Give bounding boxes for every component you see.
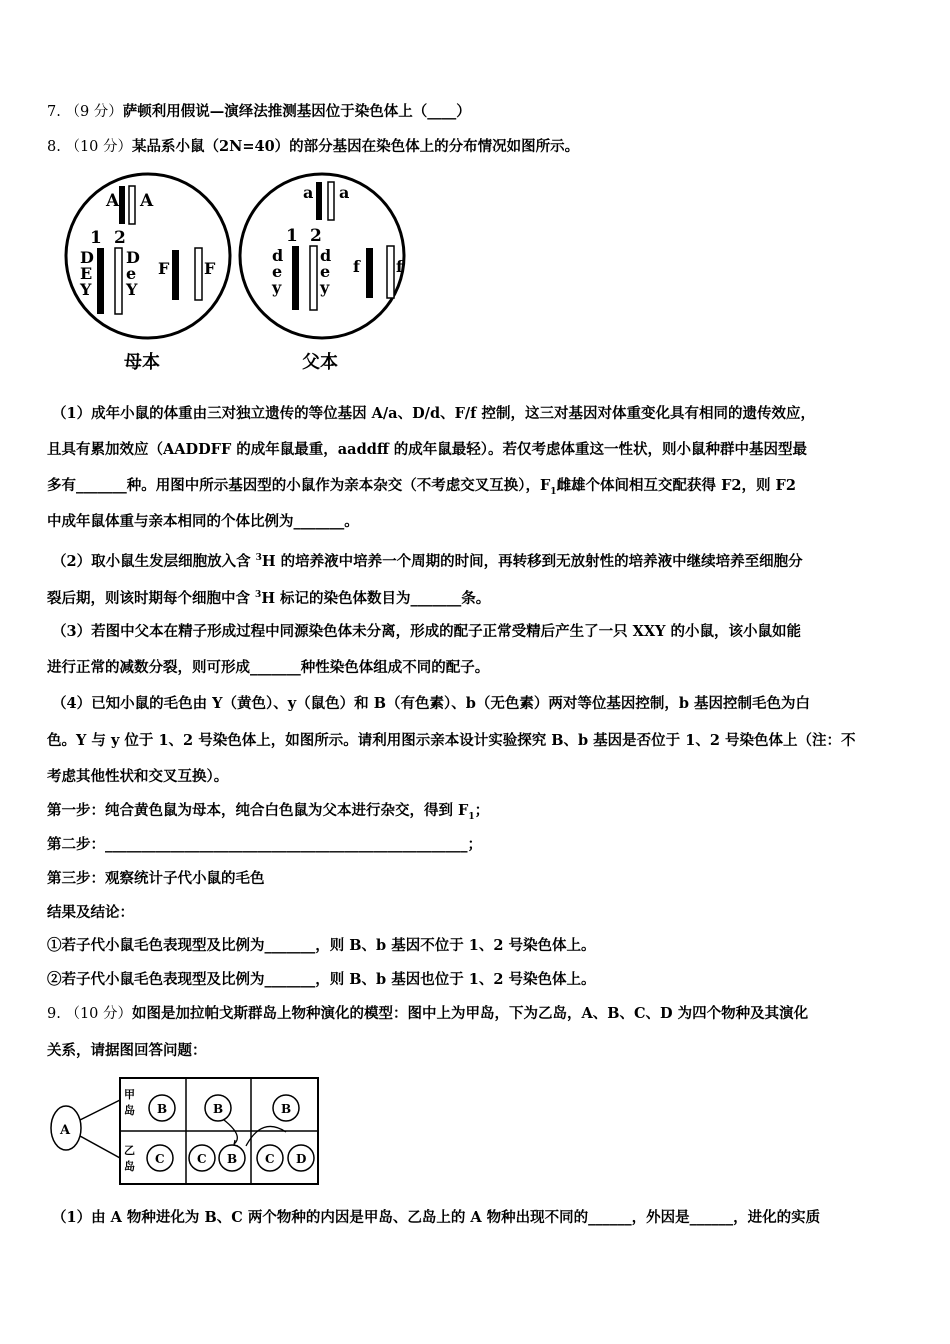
mother-c2-allele-Y: Y [126, 280, 138, 299]
step2-line: 第二步：__________________________________________________； [47, 836, 482, 853]
mother-c1-allele-Y: Y [80, 280, 92, 299]
p2-sup-2: 3 [255, 590, 262, 600]
island-bottom-label-2: 岛 [124, 1160, 135, 1173]
q7-number: 7. [47, 104, 61, 120]
q9-score: （10 分） [65, 1006, 133, 1022]
father-chrom-f-right [387, 246, 394, 298]
father-c1-allele-e: e [272, 262, 283, 281]
father-c2-allele-d: d [320, 246, 332, 265]
q9-number: 9. [47, 1006, 61, 1022]
species-C-label-3: C [265, 1152, 275, 1166]
arrow-A-to-top [80, 1100, 120, 1120]
species-C-label-1: C [155, 1152, 165, 1166]
p1-line-4: 中成年鼠体重与亲本相同的个体比例为_______。 [47, 513, 359, 530]
mother-chrom-2 [115, 248, 122, 314]
species-D-label: D [296, 1152, 307, 1166]
q8-line [47, 137, 579, 157]
father-c1-allele-y: y [272, 278, 282, 297]
father-chrom-number-1: 1 [286, 226, 298, 246]
step1-line [47, 801, 489, 827]
p1-line-3b: 雌雄个体间相互交配获得 F2，则 F2 [556, 477, 796, 494]
q9-part1-line: （1）由 A 物种进化为 B、C 两个物种的内因是甲岛、乙岛上的 A 物种出现不同的______，外因是______，进化的实质 [52, 1209, 821, 1226]
p1-line-3 [47, 476, 796, 502]
species-C-label-2: C [197, 1152, 207, 1166]
chromosome-figure [48, 168, 428, 380]
p2-line-2 [47, 585, 490, 609]
father-chrom-1 [292, 246, 299, 310]
step1-text: 第一步：纯合黄色鼠为母本，纯合白色鼠为父本进行杂交，得到 F [47, 802, 469, 819]
mother-allele-A-right: A [140, 191, 154, 211]
father-allele-f-left: f [353, 257, 360, 276]
q9-line-2: 关系，请据图回答问题： [47, 1042, 207, 1059]
mother-c2-allele-D: D [126, 248, 140, 267]
mother-label: 母本 [124, 352, 160, 373]
father-c1-allele-d: d [272, 246, 284, 265]
species-B-label-2: B [213, 1102, 224, 1116]
q8-text: 某品系小鼠（2N=40）的部分基因在染色体上的分布情况如图所示。 [132, 138, 580, 155]
p3-line-2: 进行正常的减数分裂，则可形成_______种性染色体组成不同的配子。 [47, 659, 490, 676]
p2-sup-1: 3 [255, 553, 262, 563]
migration-arrow-2 [246, 1126, 286, 1146]
p4-line-1: （4）已知小鼠的毛色由 Y（黄色）、y（鼠色）和 B（有色素）、b（无色素）两对等位基因控制，b 基因控制毛色为白 [52, 695, 811, 712]
p1-line-1: （1）成年小鼠的体重由三对独立遗传的等位基因 A/a、D/d、F/f 控制，这三对基因对体重变化具有相同的遗传效应， [52, 405, 815, 422]
p2-line-1a: （2）取小鼠生发层细胞放入含 [52, 552, 256, 570]
result-2: ②若子代小鼠毛色表现型及比例为_______，则 B、b 基因也位于 1、2 号染色体上。 [47, 971, 596, 988]
step3-line: 第三步：观察统计子代小鼠的毛色 [47, 870, 265, 887]
mother-c2-allele-e: e [126, 264, 137, 283]
step1-end: ； [474, 802, 490, 819]
father-chrom-2 [310, 246, 317, 310]
species-B-label-3: B [281, 1102, 292, 1116]
q8-number: 8. [47, 139, 61, 155]
p1-line-2: 且具有累加效应（AADDFF 的成年鼠最重，aaddff 的成年鼠最轻）。若仅考虑体重这一性状，则小鼠种群中基因型最 [47, 441, 808, 458]
mother-chrom-a-right [129, 186, 135, 224]
species-B-label-4: B [227, 1152, 238, 1166]
step1-subscript: 1 [468, 811, 475, 822]
p2-line-1b: H 的培养液中培养一个周期的时间，再转移到无放射性的培养液中继续培养至细胞分 [261, 552, 803, 570]
father-chrom-number-2: 2 [310, 226, 322, 246]
p4-line-2: 色。Y 与 y 位于 1、2 号染色体上，如图所示。请利用图示亲本设计实验探究 B、b 基因是否位于 1、2 号染色体上（注：不 [47, 732, 856, 749]
mother-c1-allele-E: E [80, 264, 93, 283]
father-allele-a-left: a [303, 183, 314, 202]
p4-line-3: 考虑其他性状和交叉互换）。 [47, 768, 229, 785]
species-B-label-1: B [157, 1102, 168, 1116]
mother-allele-A-left: A [106, 191, 120, 211]
mother-chrom-1 [97, 248, 104, 314]
island-bottom-label-1: 乙 [124, 1144, 135, 1157]
father-c2-allele-e: e [320, 262, 331, 281]
island-top-label-2: 岛 [124, 1104, 135, 1117]
father-allele-f-right: f [396, 257, 403, 276]
father-label: 父本 [302, 352, 338, 373]
p3-line-1: （3）若图中父本在精子形成过程中同源染色体未分离，形成的配子正常受精后产生了一只 XXY 的小鼠，该小鼠如能 [52, 623, 802, 640]
mother-chrom-f-right [195, 248, 202, 300]
q7-line [47, 102, 471, 122]
p1-line-3a: 多有_______种。用图中所示基因型的小鼠作为亲本杂交（不考虑交叉互换），F [47, 477, 551, 494]
father-chrom-f-left [366, 248, 373, 298]
result-heading: 结果及结论： [47, 904, 134, 921]
q8-score: （10 分） [65, 139, 133, 155]
father-chrom-a-left [316, 182, 322, 220]
father-chrom-a-right [328, 182, 334, 220]
mother-c1-allele-D: D [80, 248, 94, 267]
species-A-label: A [60, 1123, 71, 1138]
father-c2-allele-y: y [320, 278, 330, 297]
result-1: ①若子代小鼠毛色表现型及比例为_______，则 B、b 基因不位于 1、2 号染色体上。 [47, 937, 596, 954]
mother-allele-F-left: F [158, 259, 170, 278]
q7-text: 萨顿利用假说—演绎法推测基因位于染色体上（____） [122, 103, 471, 120]
mother-chrom-a-left [119, 186, 125, 224]
q9-line-1 [47, 1004, 808, 1024]
q9-text: 如图是加拉帕戈斯群岛上物种演化的模型：图中上为甲岛，下为乙岛，A、B、C、D 为四个物种及其演化 [132, 1005, 809, 1022]
p2-line-2b: H 标记的染色体数目为_______条。 [261, 589, 491, 607]
island-top-label-1: 甲 [124, 1088, 135, 1101]
mother-chrom-number-1: 1 [90, 228, 102, 248]
p2-line-2a: 裂后期，则该时期每个细胞中含 [47, 589, 256, 607]
arrow-A-to-bottom [80, 1136, 120, 1158]
q7-score: （9 分） [65, 104, 123, 120]
mother-allele-F-right: F [204, 259, 216, 278]
p2-line-1 [52, 548, 803, 572]
mother-chrom-f-left [172, 250, 179, 300]
island-evolution-figure [48, 1076, 328, 1186]
mother-chrom-number-2: 2 [114, 228, 126, 248]
father-allele-a-right: a [339, 183, 350, 202]
p1-f1-subscript: 1 [550, 486, 557, 497]
